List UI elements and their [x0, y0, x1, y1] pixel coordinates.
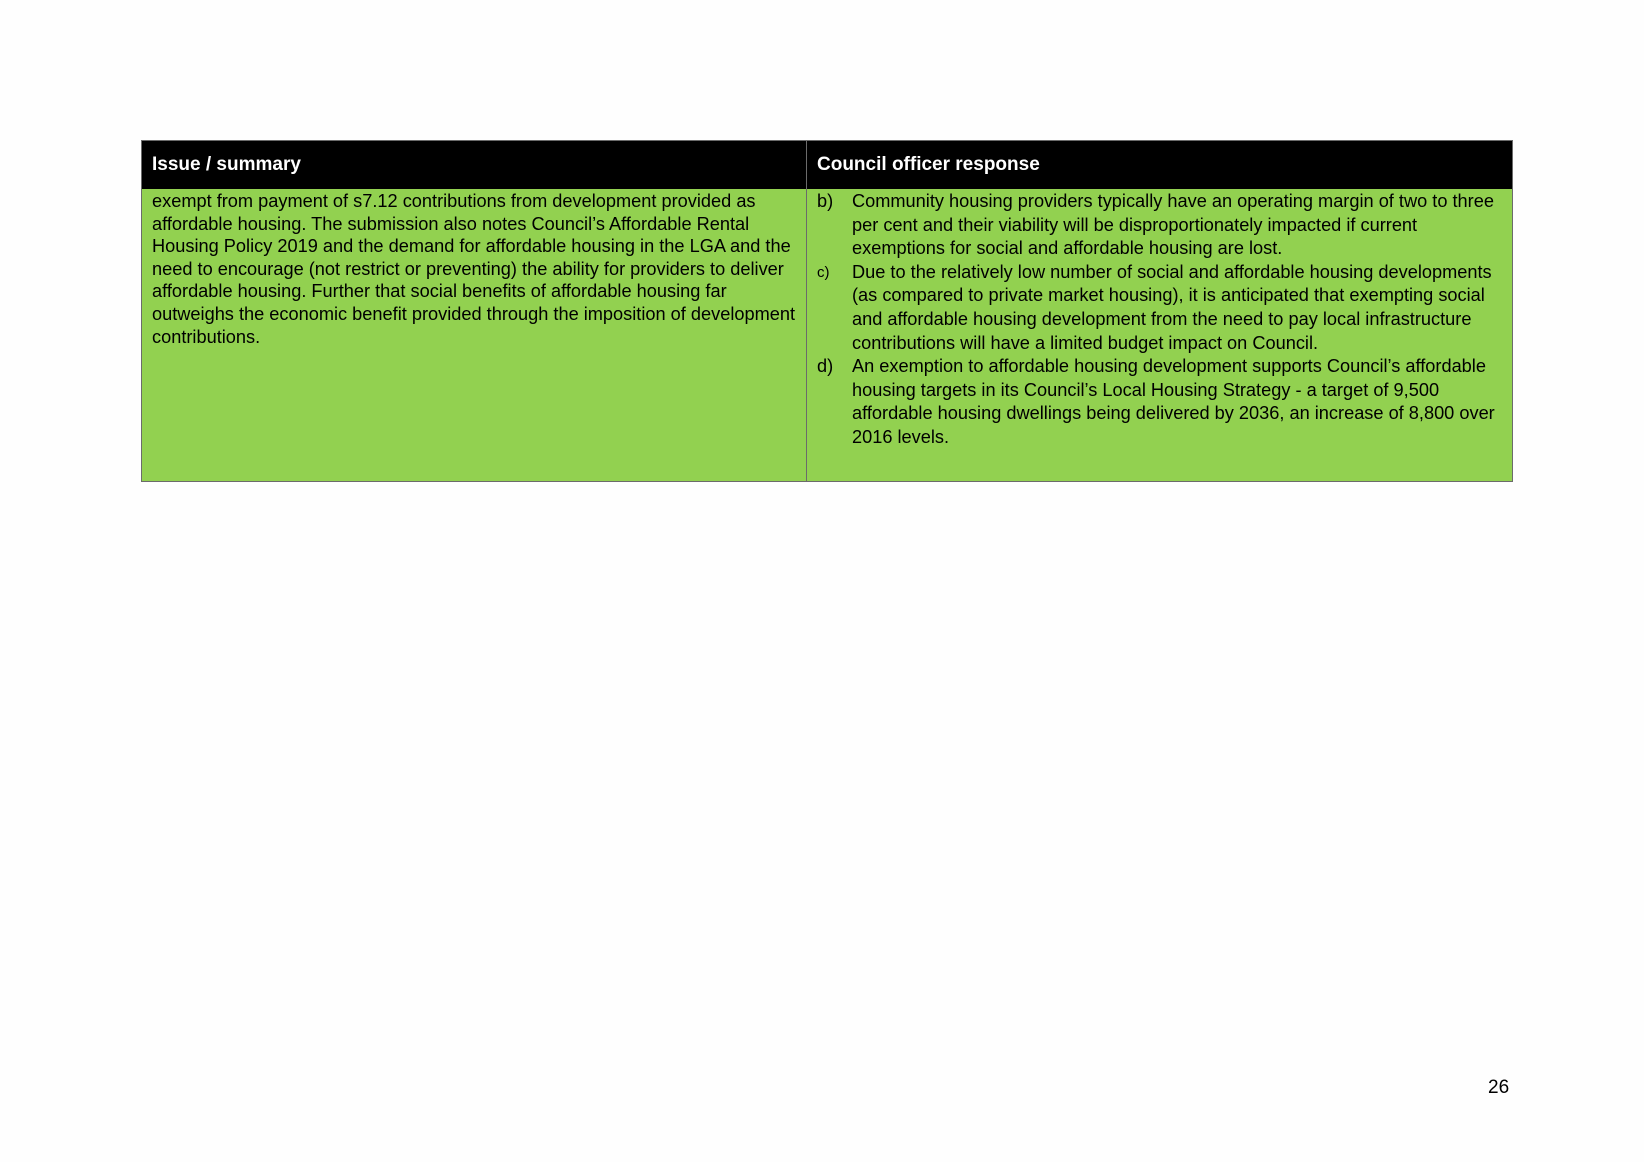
header-council-officer-response: Council officer response	[817, 154, 1040, 175]
response-text: An exemption to affordable housing development supports Council’s affordable housing targets in its Council’s Local Housing Strategy - a target of 9,500 affordable housing dwellings being delivered by 2036, an increase of 8,800 over 2016 levels.	[852, 356, 1495, 447]
list-marker: b)	[817, 191, 834, 211]
submissions-table	[141, 140, 1513, 482]
issue-summary-cell: exempt from payment of s7.12 contributions from development provided as affordable housing. The submission also notes Council’s Affordable Rental Housing Policy 2019 and the demand for affordable housing in the LGA and the need to encourage (not restrict or preventing) the ability for providers to deliver affordable housing. Further that social benefits of affordable housing far outweighs the economic benefit provided through the imposition of development contributions.	[142, 189, 807, 481]
response-text: Due to the relatively low number of social and affordable housing developments (as compared to private market housing), it is anticipated that exempting social and affordable housing development from the need to pay local infrastructure contributions will have a limited budget impact on Council.	[852, 261, 1492, 353]
list-marker: c)	[817, 263, 830, 281]
response-text: Community housing providers typically have an operating margin of two to three per cent and their viability will be disproportionately impacted if current exemptions for social and affordable housing are lost.	[852, 191, 1494, 259]
table-row	[142, 189, 1512, 481]
council-response-cell	[807, 189, 1512, 481]
header-issue-summary: Issue / summary	[142, 141, 807, 189]
response-item-c	[817, 261, 1502, 355]
page-number: 26	[1488, 1077, 1510, 1098]
table-header-row	[142, 141, 1512, 189]
response-item-d	[817, 355, 1502, 449]
response-item-b	[817, 190, 1502, 261]
list-marker: d)	[817, 356, 834, 377]
